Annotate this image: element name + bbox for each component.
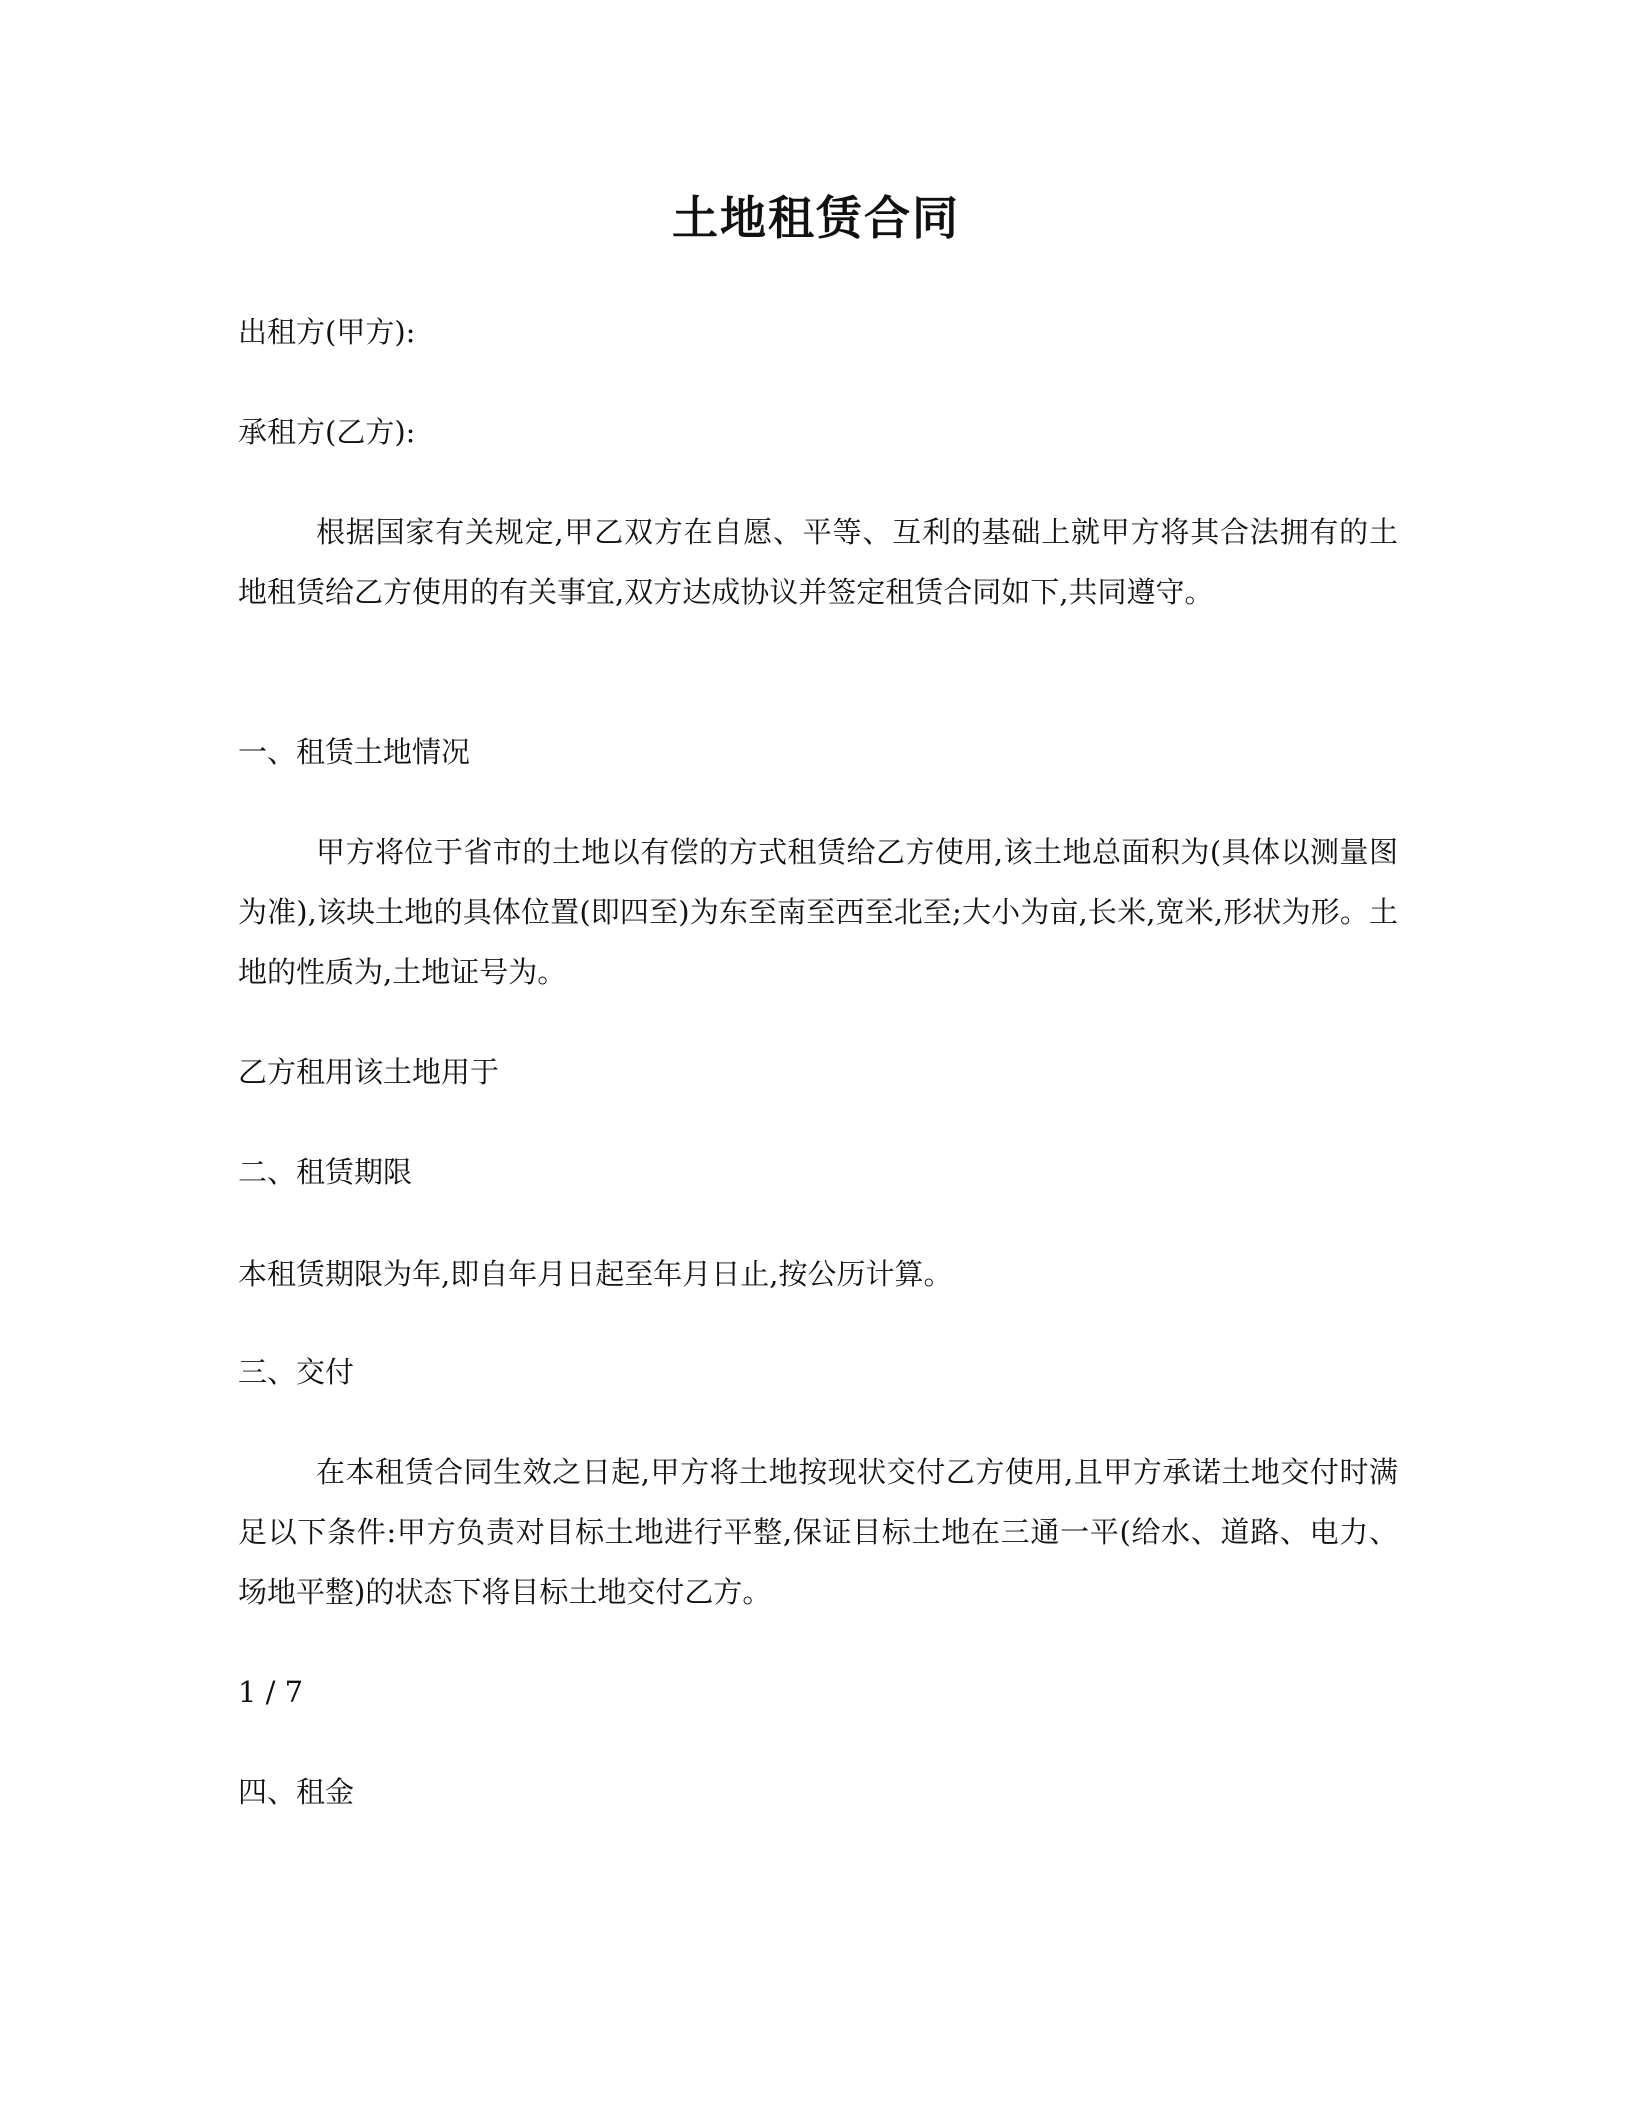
section-2-heading: 二、租赁期限: [238, 1155, 413, 1189]
page-number: 1 / 7: [238, 1675, 304, 1709]
intro-paragraph: 根据国家有关规定,甲乙双方在自愿、平等、互利的基础上就甲方将其合法拥有的土地租赁给乙方使用的有关事宜,双方达成协议并签定租赁合同如下,共同遵守。: [238, 515, 1398, 609]
section-1-usage: 乙方租用该土地用于: [238, 1055, 500, 1089]
section-1-body: 甲方将位于省市的土地以有偿的方式租赁给乙方使用,该土地总面积为(具体以测量图为准),该块土地的具体位置(即四至)为东至南至西至北至;大小为亩,长米,宽米,形状为形。土地的性质为,土地证号为。: [238, 835, 1398, 989]
section-2-body: 本租赁期限为年,即自年月日起至年月日止,按公历计算。: [238, 1257, 953, 1291]
section-3-body: 在本租赁合同生效之日起,甲方将土地按现状交付乙方使用,且甲方承诺土地交付时满足以下条件:甲方负责对目标土地进行平整,保证目标土地在三通一平(给水、道路、电力、场地平整)的状态下将目标土地交付乙方。: [238, 1455, 1398, 1609]
document-title: 土地租赁合同: [672, 191, 960, 245]
section-1-heading: 一、租赁土地情况: [238, 735, 471, 769]
section-4-heading: 四、租金: [238, 1775, 355, 1809]
lessee-label: 承租方(乙方):: [238, 415, 416, 449]
lessor-label: 出租方(甲方):: [238, 315, 416, 349]
section-3-heading: 三、交付: [238, 1355, 355, 1389]
